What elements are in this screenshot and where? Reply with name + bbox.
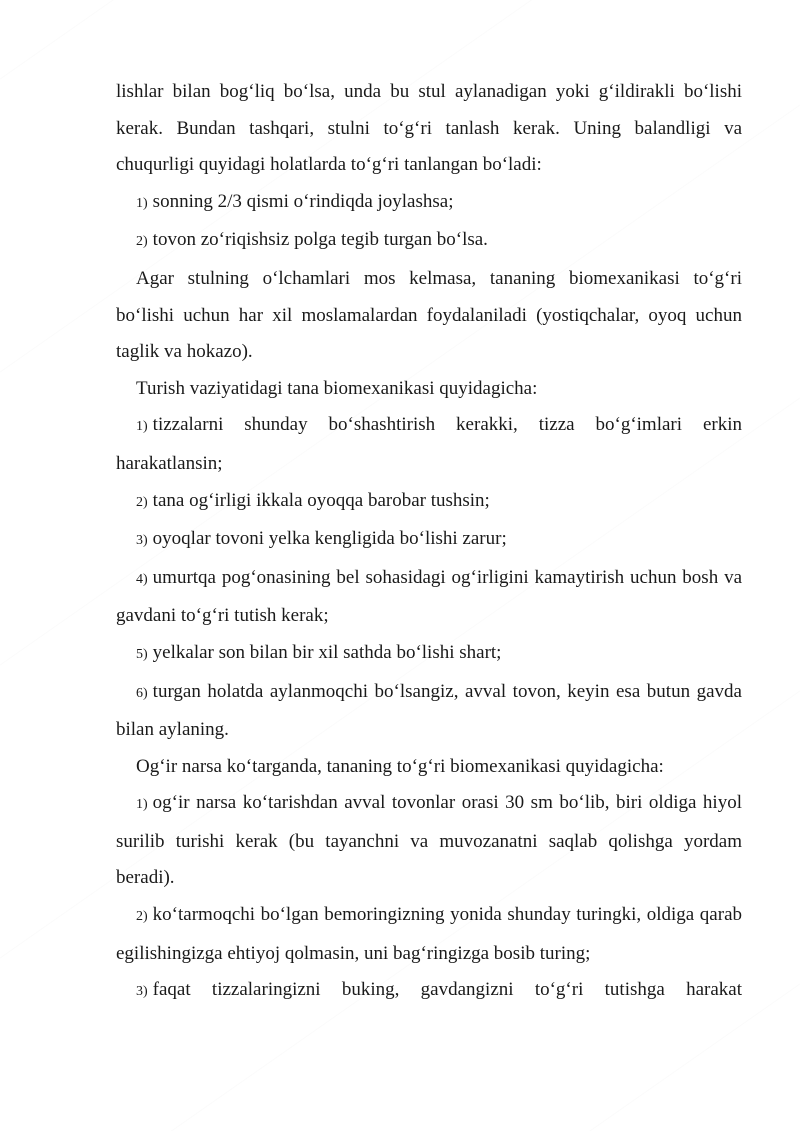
list-item-text: turgan holatda aylanmoqchi bo‘lsangiz, avval tovon, keyin esa butun gavda bilan aylaning.	[116, 680, 742, 741]
paragraph-text: Og‘ir narsa ko‘targanda, tananing to‘g‘ri biomexanikasi quyidagicha:	[136, 755, 664, 777]
list-item	[116, 560, 742, 635]
document-page	[116, 74, 742, 1011]
list-number: 2)	[136, 234, 148, 250]
list-number: 5)	[136, 646, 148, 662]
list-item-text: og‘ir narsa ko‘tarishdan avval tovonlar orasi 30 sm bo‘lib, biri oldiga hiyol surilib turishi kerak (bu tayanchni va muvozanatni saqlab qolishga yordam beradi).	[116, 792, 742, 889]
list-item	[116, 184, 742, 223]
list-item-text: tizzalarni shunday bo‘shashtirish kerakki, tizza bo‘g‘imlari erkin harakatlansin;	[116, 414, 742, 474]
list-number: 6)	[136, 685, 148, 701]
list-item	[116, 635, 742, 674]
list-item-text: umurtqa pog‘onasining bel sohasidagi og‘irligini kamaytirish uchun bosh va gavdani to‘g‘ri tutish kerak;	[116, 566, 742, 627]
list-item	[116, 483, 742, 522]
paragraph-text: Agar stulning o‘lchamlari mos kelmasa, tananing biomexanikasi to‘g‘ri bo‘lishi uchun har xil moslamalardan foydalaniladi (yostiqchalar, oyoq uchun taglik va hokazo).	[116, 267, 742, 363]
list-item-text: sonning 2/3 qismi o‘rindiqda joylashsa;	[152, 190, 454, 212]
list-item-text: tana og‘irligi ikkala oyoqqa barobar tushsin;	[152, 489, 490, 511]
list-item	[116, 674, 742, 749]
list-item	[116, 972, 742, 1011]
section-intro	[116, 749, 742, 786]
list-item-text: tovon zo‘riqishsiz polga tegib turgan bo‘lsa.	[152, 229, 488, 251]
paragraph-continuation	[116, 74, 742, 184]
list-number: 2)	[136, 494, 148, 510]
list-number: 4)	[136, 571, 148, 587]
list-number: 1)	[136, 195, 148, 211]
list-number: 1)	[136, 419, 148, 435]
list-number: 1)	[136, 797, 148, 813]
list-item	[116, 785, 742, 897]
list-item-text: faqat tizzalaringizni buking, gavdangizni to‘g‘ri tutishga harakat	[152, 979, 742, 1001]
list-number: 3)	[136, 533, 148, 549]
list-item-text: oyoqlar tovoni yelka kengligida bo‘lishi zarur;	[152, 528, 507, 550]
list-item	[116, 407, 742, 482]
list-number: 2)	[136, 909, 148, 925]
list-item	[116, 897, 742, 972]
list-item-text: yelkalar son bilan bir xil sathda bo‘lishi shart;	[152, 641, 502, 663]
paragraph-text: lishlar bilan bog‘liq bo‘lsa, unda bu stul aylanadigan yoki g‘ildirakli bo‘lishi kerak. Bundan tashqari, stulni to‘g‘ri tanlash kerak. Uning balandligi va chuqurligi quyidagi holatlarda to‘g‘ri tanlangan bo‘ladi:	[116, 81, 742, 176]
paragraph	[116, 261, 742, 371]
list-number: 3)	[136, 984, 148, 1000]
list-item-text: ko‘tarmoqchi bo‘lgan bemoringizning yonida shunday turingki, oldiga qarab egilishingizga ehtiyoj qolmasin, uni bag‘ringizga bosib turing;	[116, 904, 742, 964]
paragraph-text: Turish vaziyatidagi tana biomexanikasi quyidagicha:	[136, 377, 538, 399]
list-item	[116, 521, 742, 560]
list-item	[116, 222, 742, 261]
section-intro	[116, 371, 742, 408]
